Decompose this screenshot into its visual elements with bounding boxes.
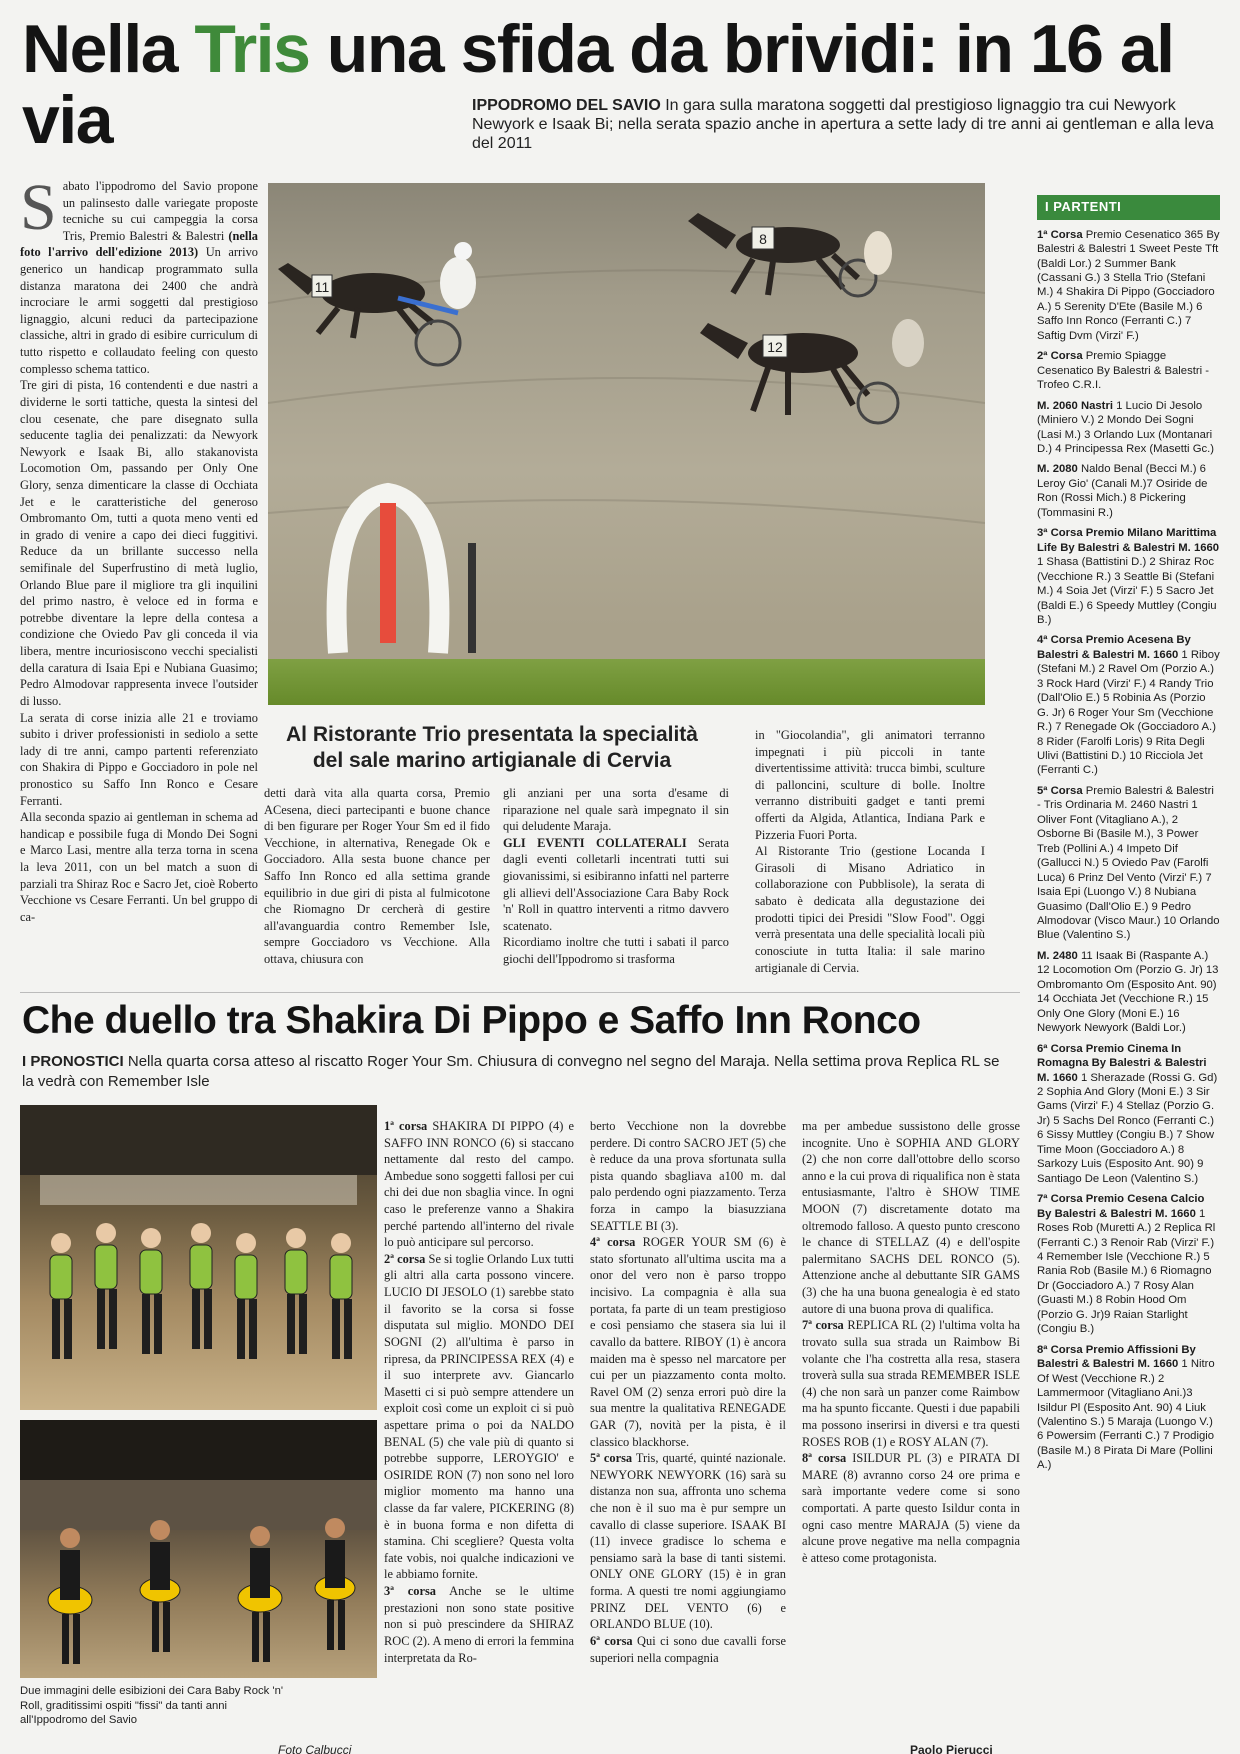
- article-text: Un arrivo generico un handicap programmato sulla distanza maratona dei 2400 che andrà incrociare le armi soggetti dal prestigioso lignaggio, alcuni reduci da partecipazione classiche, altri in grado di esibire curriculum di tutto rispetto e collaudato feeling con questo complesso schema tattico.: [20, 245, 258, 376]
- sidebar-starters: [1037, 195, 1220, 1754]
- predictions-kicker: [22, 1052, 1012, 1091]
- horse-11-icon: [278, 242, 476, 365]
- race-runners: 1 Riboy (Stefani M.) 2 Ravel Om (Porzio A.) 3 Rock Hard (Virzi' F.) 4 Randy Trio (Dall'Olio E.) 5 Robinia As (Porzio G. Jr) 6 Roger Your Sm (Vecchione R.) 7 Renegade Ok (Gocciadoro A.) 8 Rider (Farolfi Loris) 9 Rita Degli Ulivi (Battistini D.) 10 Ricciola Jet (Ferranti C.): [1037, 648, 1220, 777]
- prediction-text: ISILDUR PL (3) e PIRATA DI MARE (8) avranno corso 24 ore prima e sarà importante vedere come si sono comportati. A parte questo Isildur conta in ogni caso mentre MARAJA (5) viene da alcune prove negative ma nella compagnia è atteso come protagonista.: [802, 1451, 1020, 1565]
- race-heading: 4ª Corsa Premio Acesena By Balestri & Balestri M. 1660: [1037, 634, 1191, 661]
- dancers-illustration-2: [20, 1420, 377, 1678]
- race-runners: Premio Spiagge Cesenatico By Balestri & Balestri - Trofeo C.R.I.: [1037, 350, 1210, 392]
- prediction-paragraph: [802, 1118, 1020, 1317]
- photo-credit: Foto Calbucci: [278, 1743, 352, 1754]
- race-runners: Naldo Benal (Becci M.) 6 Leroy Gio' (Canali M.)7 Osiride de Ron (Rossi Mich.) 8 Pickering (Tommasini R.): [1037, 463, 1208, 519]
- race-heading: 8ª Corsa Premio Affissioni By Balestri & Balestri M. 1660: [1037, 1343, 1196, 1371]
- prediction-race-label: 7ª corsa: [802, 1318, 844, 1333]
- photo-caption: Due immagini delle esibizioni dei Cara Baby Rock 'n' Roll, graditissimi ospiti "fissi" da tanti anni all'Ippodromo del Savio: [20, 1685, 284, 1727]
- headline-highlight: Tris: [194, 11, 310, 87]
- prediction-paragraph: [590, 1118, 786, 1234]
- finish-post-icon: [337, 493, 476, 653]
- svg-text:8: 8: [759, 231, 767, 247]
- race-heading: 2ª Corsa: [1037, 350, 1083, 363]
- race-runners: 11 Isaak Bi (Raspante A.) 12 Locomotion Om (Porzio G. Jr) 13 Ombromanto Om (Esposito Ant. 90) 14 Occhiata Jet (Vecchione R.) 15 Only One Glory (Moni E.) 16 Newyork Newyork (Baldi Lor.): [1037, 949, 1219, 1035]
- svg-text:12: 12: [767, 339, 783, 355]
- article-text: gli anziani per una sorta d'esame di riparazione nel quale sarà impegnato il sin qui deludente Maraja.: [503, 786, 729, 834]
- article-text: abato l'ippodromo del Savio propone un palinsesto dalle variegate proposte tecniche su cui campeggia la corsa Tris, Premio Balestri & Balestri: [62, 179, 258, 243]
- article-paragraph: La serata di corse inizia alle 21 e troviamo subito i driver professionisti in sediolo a sette lady di tre anni, campo partenti referenziato con Shakira di Pippo e Gocciadoro in pole nel pronostico su Saffo Inn Ronco e Cesare Ferranti.: [20, 710, 258, 808]
- prediction-paragraph: [384, 1583, 574, 1666]
- kicker-text: In gara sulla maratona soggetti dal prestigioso lignaggio tra cui Newyork Newyork e Isaak Bi; nella serata spazio anche in apertura a sette lady di tre anni ai gentleman e alla leva del 2011: [472, 97, 1214, 153]
- prediction-race-label: 8ª corsa: [802, 1451, 847, 1466]
- prediction-paragraph: [802, 1317, 1020, 1450]
- race-list: [1037, 228, 1220, 1473]
- prediction-race-label: 4ª corsa: [590, 1235, 636, 1250]
- prediction-text: SHAKIRA DI PIPPO (4) e SAFFO INN RONCO (6) si staccano nettamente dal resto del campo. Ambedue sono soggetti fallosi per cui chi dei due non sbaglia vince. In ogni caso le preferenze vanno a Shakira perché partendo all'interno del rivale lo può anticipare sul percorso.: [384, 1119, 574, 1250]
- race-entry: [1037, 399, 1220, 457]
- race-heading: 3ª Corsa Premio Milano Marittima Life By Balestri & Balestri M. 1660: [1037, 527, 1220, 554]
- race-heading: 5ª Corsa: [1037, 784, 1083, 797]
- photo-dancers-2: [20, 1420, 377, 1678]
- article-paragraph: Alla seconda spazio ai gentleman in schema ad handicap e possibile fuga di Mondo Dei Sogni e Marco Lasi, mentre alla terza torna in scena la leva 2011, con un bel match a suon di parziali tra Shiraz Roc e Sacro Jet, cioè Roberto Vecchione vs Cesare Ferranti. Un bel gruppo di ca-: [20, 810, 258, 924]
- article-column-4: [755, 727, 985, 979]
- prediction-paragraph: [590, 1234, 786, 1450]
- prediction-race-label: 3ª corsa: [384, 1584, 436, 1599]
- kicker2-lead: I PRONOSTICI: [22, 1053, 124, 1070]
- race-runners: 1 Roses Rob (Muretti A.) 2 Replica Rl (Ferranti C.) 3 Renoir Rab (Virzi' F.) 4 Remember Isle (Vecchione R.) 5 Rania Rob (Basile M.) 6 Riomagno Dr (Gocciadoro A.) 7 Rosy Alan (Guasti M.) 8 Robin Hood Om (Porzio G. Jr)9 Raian Starlight (Congiu B.): [1037, 1207, 1216, 1336]
- photo-race-finish: [268, 183, 985, 705]
- kicker2-text: Nella quarta corsa atteso al riscatto Roger Your Sm. Chiusura di convegno nel segno del Maraja. Nella settima prova Replica RL se la vedrà con Remember Isle: [22, 1053, 1000, 1090]
- horse-12-icon: [700, 319, 924, 423]
- predictions-column-3: [802, 1118, 1020, 1740]
- headline-part2: una sfida da brividi: in 16 al via: [22, 11, 1174, 158]
- article-paragraph: in "Giocolandia", gli animatori terranno impegnati i più piccoli in tante divertentissime attività: trucca bimbi, sculture di palloncini, sculture di bolle. Inoltre verranno distribuiti gadget e tanti premi offerti da Algida, Atlantica, Indiana Park e Pizzeria Fuori Porta.: [755, 728, 985, 842]
- race-entry: [1037, 1042, 1220, 1187]
- race-entry: [1037, 633, 1220, 778]
- photo-dancers-1: [20, 1105, 377, 1410]
- prediction-race-label: 6ª corsa: [590, 1633, 633, 1648]
- article-column-2: detti darà vita alla quarta corsa, Premio ACesena, dieci partecipanti e buone chance di ben figurare per Roger Your Sm ed il fido Vecchione, in alternativa, Renegade Ok e Gocciadoro. Alla sesta buone chance per Saffo Inn Ronco ed alla settima grande equilibrio in due giri di pista al fulmicotone che Riomagno Dr cercherà di gestire all'avanguardia contro Remember Isle, sempre Gocciadoro vs Vecchione. Alla ottava, chiusura con: [264, 786, 490, 967]
- race-heading: M. 2480: [1037, 949, 1078, 962]
- race-runners: 1 Nitro Of West (Vecchione R.) 2 Lammermoor (Vitagliano Ani.)3 Isildur Pl (Esposito Ant. 90) 4 Liuk (Valentino S.) 5 Maraja (Luongo V.) 6 Powersim (Ferranti C.) 7 Prodigio (Basile M.) 8 Pirata Di Mare (Pollini A.): [1037, 1358, 1215, 1472]
- prediction-text: berto Vecchione non la dovrebbe perdere. Di contro SACRO JET (5) che è reduce da una prova sfortunata sulla pista quando sbagliava a100 m. dal palo perdendo ogni piazzamento. Terza forza in campo la biasuzziana SEATTLE BI (3).: [590, 1119, 786, 1233]
- race-entry: [1037, 1192, 1220, 1337]
- horse-8-icon: [688, 213, 892, 296]
- article-text-bold: (nella foto l'arrivo dell'edizione 2013): [20, 228, 258, 260]
- race-heading: M. 2080: [1037, 463, 1078, 476]
- predictions-column-2: [590, 1118, 786, 1754]
- race-heading: 6ª Corsa Premio Cinema In Romagna By Balestri & Balestri M. 1660: [1037, 1042, 1207, 1084]
- prediction-text: ROGER YOUR SM (6) è stato sfortunato all'ultima uscita ma a onor del vero non è parso troppo incisivo. La compagnia è alla sua portata, fa parte di un team prestigioso e così pensiamo che stasera sia lui il cavallo da battere. RIBOY (1) è ancora maiden ma è spesso nel marcatore per cui per un piazzamento conta molto. Ravel OM (2) senza errori può dire la sua mentre la qualitativa RENEGADE GAR (7), novità per la pista, è il classico blackhorse.: [590, 1235, 786, 1449]
- article-text: Serata dagli eventi colletarli incentrati tutti sui giovanissimi, si esibiranno infatti nel parterre gli allievi dell'Associazione Cara Baby Rock 'n' Roll in quattro interventi a ritmo davvero scatenato.: [503, 835, 729, 933]
- prediction-paragraph: [590, 1450, 786, 1633]
- race-entry: [1037, 949, 1220, 1036]
- prediction-race-label: 1ª corsa: [384, 1119, 428, 1133]
- article-paragraph: Al Ristorante Trio (gestione Locanda I Girasoli di Misano Adriatico in collaborazione con Pubblisole), la serata di sabato è dedicata alla degustazione dei prodotti tipici dei Presidi "Slow Food". Oggi verrà presentata una delle specialità locali più conosciute in tutta Italia: il sale marino artigianale di Cervia.: [755, 844, 985, 975]
- photo-grass: [268, 659, 985, 705]
- headline-part1: Nella: [22, 11, 195, 87]
- article-paragraph: Tre giri di pista, 16 contendenti e due nastri a dividerne le sorti tattiche, questa la sintesi del clou cesenate, che pare disegnato sulla seducente taglia dei penalizzati: da Newyork Newyork e Isaak Bi, allo stakanovista Locomotion Om, passando per Only One Glory, senza dimenticare la classe di Occhiata Jet e le caratteristiche del generoso Ombromanto Om, tutti a quota meno venti ed in grado di venire a capo dei dieci fuggitivi. Reduce da un brillante successo nella semifinale del Superfrustino di metà luglio, Orlando Blue pare il migliore tra gli inquilini del primo nastro, è veloce ed in forma e potrebbe diventare la lepre della contesa a condizione che Oviedo Pav gli conceda il via libera, mentre incuriosiscono vecchi specialisti della caratura di Isaia Epi e Nubiana Guasimo; Pedro Almodovar rappresenta invece l'outsider di lusso.: [20, 378, 258, 708]
- kicker-lead: IPPODROMO DEL SAVIO: [472, 97, 661, 114]
- prediction-text: Qui ci sono due cavalli forse superiori nella compagnia: [590, 1633, 786, 1665]
- prediction-text: Tris, quarté, quinté nazionale. NEWYORK NEWYORK (16) sarà su distanza non sua, affronta uno schema che non è il suo ma è pur sempre un cavallo di classe superiore. ISAAK BI (11) invece gradisce lo schema e pensiamo sarà la base di tanti sistemi. ONLY ONE GLORY (15) è in gran forma. A questi tre nomi aggiungiamo PRINZ DEL VENTO (6) e ORLANDO BLUE (10).: [590, 1451, 786, 1632]
- race-heading: 1ª Corsa: [1037, 228, 1083, 241]
- prediction-paragraph: [384, 1118, 574, 1251]
- race-runners: 1 Lucio Di Jesolo (Miniero V.) 2 Mondo Dei Sogni (Lasi M.) 3 Orlando Lux (Montanari D.) 4 Principessa Rex (Masetti Gc.): [1037, 399, 1215, 455]
- prediction-text: REPLICA RL (2) l'ultima volta ha trovato sulla sua strada un Raimbow Bi volante che l'ha costretta alla resa, stasera troverà sulla sua strada REMEMBER ISLE (4) che non sarà un panzer come Raimbow ma ha spunto ficcante. Questi i due papabili ma possono inserirsi in diversi e tra questi ROSES ROB (1) e ROSY ALAN (7).: [802, 1318, 1020, 1449]
- prediction-race-label: 5ª corsa: [590, 1451, 633, 1466]
- secondary-headline: Che duello tra Shakira Di Pippo e Saffo Inn Ronco: [22, 999, 921, 1042]
- race-photo-illustration: [268, 183, 985, 705]
- race-runners: Premio Cesenatico 365 By Balestri & Balestri 1 Sweet Peste Tft (Baldi Lor.) 2 Summer Bank (Cassani G.) 3 Stella Trio (Stefani M.) 4 Shakira Di Pippo (Gocciadoro A.) 5 Serenity D'Ete (Basile M.) 6 Saffo Inn Ronco (Ferranti C.) 7 Saftig Dvm (Virzi' F.): [1037, 228, 1220, 342]
- article-column-1: [20, 178, 258, 978]
- dancers-illustration-1: [20, 1105, 377, 1410]
- prediction-paragraph: [802, 1450, 1020, 1566]
- prediction-text: Se si toglie Orlando Lux tutti gli altri alla carta possono vincere. LUCIO DI JESOLO (1) sarebbe stato il favorito se la corsa si fosse disputata sul miglio. MONDO DEI SOGNI (2) all'ultima è parso in ripresa, da PRINCIPESSA REX (4) e il suo interprete avv. Giancarlo Masetti ci si può sempre attendere un exploit così come un exploit ci si può aspettare prima o poi da NALDO BENAL (5) che vale più di quanto si potrebbe supporre, LEROYGIO' e OSIRIDE RON (7) non sono nel loro miglior momento ma hanno una classe da far valere, PICKERING (8) è in buona forma e non difetta di stamina. Chi scegliere? Questa volta fate vobis, noi qualche indicazioni ve le abbiamo fornite.: [384, 1251, 574, 1582]
- section-heading: GLI EVENTI COLLATERALI: [503, 835, 687, 850]
- prediction-text: ma per ambedue sussistono delle grosse incognite. Uno è SOPHIA AND GLORY (2) che non corre dall'ottobre dello scorso anno e la cui prova di riqualifica non è stata entusiasmante, l'altro è SHOW TIME MOON (7) discretamente dotato ma oltremodo falloso. A questo punto crescono le chance di STELLAZ (4) e dell'ospite palermitano SACHS DEL RONCO (5). Attenzione anche al debuttante SIR GAMS (3) che ha una buona genealogia è ed stato autore di una buona prova di qualifica.: [802, 1119, 1020, 1316]
- race-entry: [1037, 462, 1220, 520]
- race-entry: [1037, 349, 1220, 392]
- divider: [20, 992, 1020, 993]
- prediction-paragraph: [590, 1633, 786, 1666]
- author-byline: Paolo Pierucci: [910, 1743, 993, 1754]
- sidebar-title: I PARTENTI: [1037, 195, 1220, 220]
- race-entry: [1037, 228, 1220, 344]
- race-heading: M. 2060 Nastri: [1037, 399, 1113, 412]
- race-entry: [1037, 784, 1220, 943]
- predictions-column-1: [384, 1118, 574, 1754]
- race-entry: [1037, 526, 1220, 627]
- prediction-race-label: 2ª corsa: [384, 1251, 426, 1266]
- race-runners: 1 Sherazade (Rossi G. Gd) 2 Sophia And Glory (Moni E.) 3 Sir Gams (Virzi' F.) 4 Stellaz (Porzio G. Jr) 5 Sachs Del Ronco (Ferranti C.) 6 Sissy Muttley (Congiu B.) 7 Show Time Moon (Gocciadoro A.) 8 Sarkozy Luis (Esposito Ant. 90) 9 Santiago De Leon (Valentino S.): [1037, 1071, 1218, 1185]
- race-runners: Premio Balestri & Balestri - Tris Ordinaria M. 2460 Nastri 1 Oliver Font (Vitagliano A.), 2 Osborne Bi (Basile M.), 3 Power Treb (Pollini A.) 4 Impeto Dif (Gallucci N.) 5 Oviedo Pav (Farolfi Luca) 6 Prinz Del Vento (Virzi' F.) 7 Isaia Epi (Luongo V.) 8 Nubiana Guasimo (Dall'Olio E.) 9 Pedro Almodovar (Visco Maur.) 10 Orlando Blue (Valentino S.): [1037, 784, 1220, 942]
- race-entry: [1037, 1343, 1220, 1473]
- prediction-text: Anche se le ultime prestazioni non sono state positive non si può prescindere da SHIRAZ ROC (2). A meno di errori la femmina interpretata da Ro-: [384, 1584, 574, 1665]
- race-runners: 1 Shasa (Battistini D.) 2 Shiraz Roc (Vecchione R.) 3 Seattle Bi (Stefani M.) 4 Soia Jet (Virzi' F.) 5 Sacro Jet (Baldi E.) 6 Speedy Muttley (Congiu B.): [1037, 556, 1217, 626]
- prediction-paragraph: [384, 1251, 574, 1583]
- article-column-3: [503, 785, 729, 985]
- svg-text:11: 11: [314, 279, 330, 295]
- restaurant-subhead: Al Ristorante Trio presentata la specialità del sale marino artigianale di Cervia: [286, 723, 698, 772]
- race-heading: 7ª Corsa Premio Cesena Calcio By Balestri & Balestri M. 1660: [1037, 1193, 1205, 1220]
- article-text: Ricordiamo inoltre che tutti i sabati il parco giochi dell'Ippodromo si trasforma: [503, 935, 729, 967]
- drop-cap: S: [20, 178, 57, 244]
- headline-kicker: [472, 96, 1232, 154]
